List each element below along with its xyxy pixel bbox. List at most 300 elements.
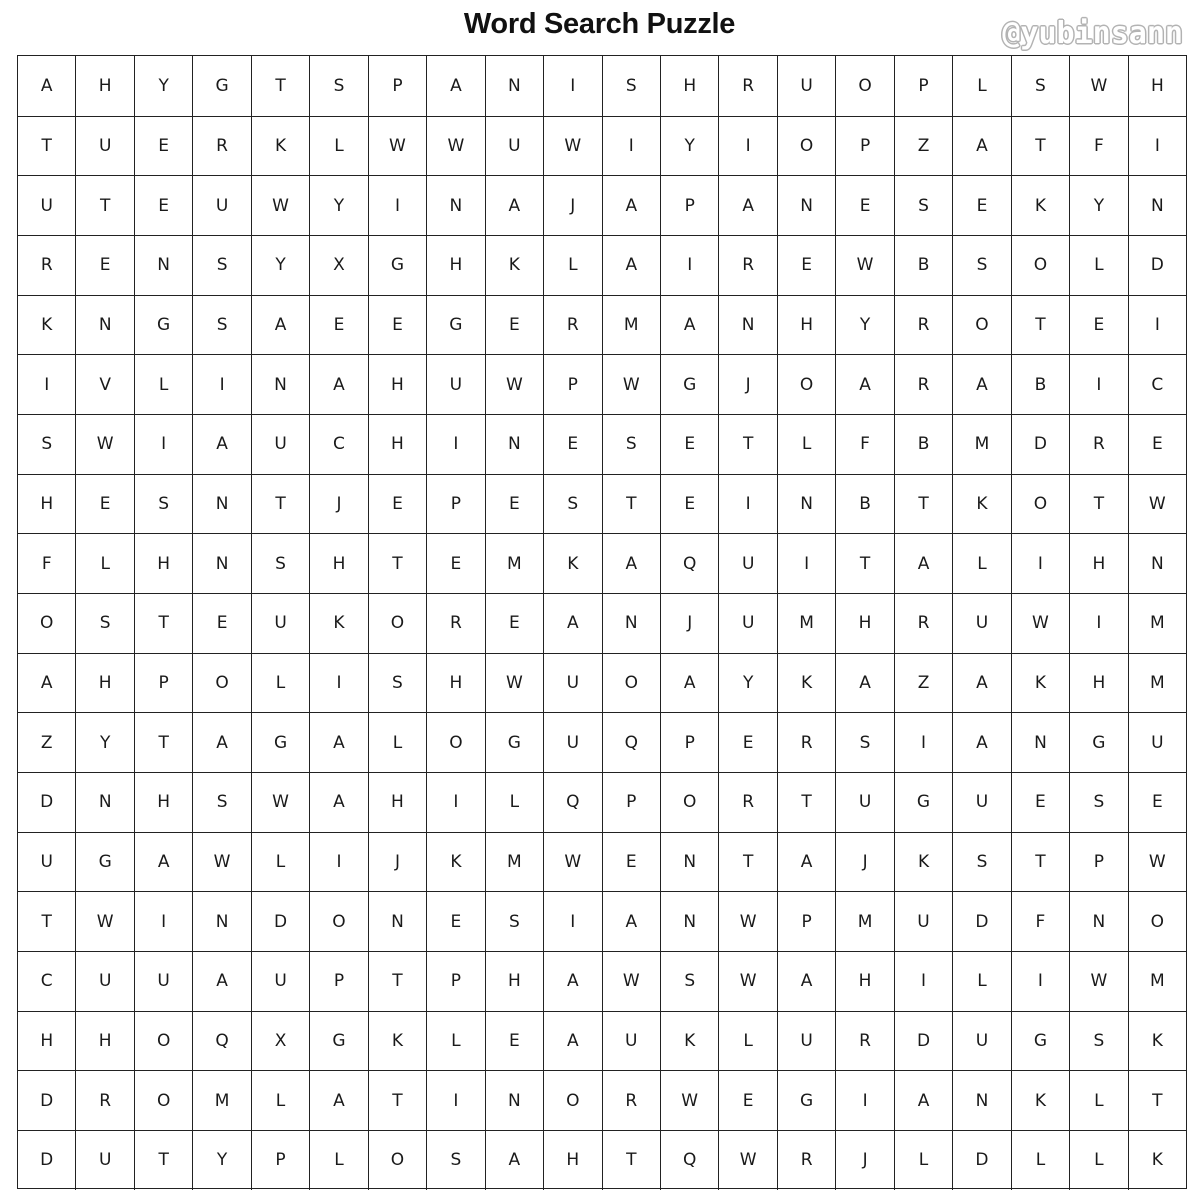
- letter-cell[interactable]: L: [952, 56, 1010, 116]
- letter-cell[interactable]: A: [835, 654, 893, 713]
- letter-cell[interactable]: W: [718, 952, 776, 1011]
- letter-cell[interactable]: Q: [660, 1131, 718, 1190]
- letter-cell[interactable]: I: [134, 892, 192, 951]
- letter-cell[interactable]: E: [485, 1012, 543, 1071]
- letter-cell[interactable]: I: [543, 892, 601, 951]
- letter-cell[interactable]: O: [309, 892, 367, 951]
- letter-cell[interactable]: A: [485, 176, 543, 235]
- letter-cell[interactable]: R: [777, 713, 835, 772]
- letter-cell[interactable]: X: [309, 236, 367, 295]
- letter-cell[interactable]: W: [602, 952, 660, 1011]
- letter-cell[interactable]: N: [952, 1071, 1010, 1130]
- letter-cell[interactable]: G: [1069, 713, 1127, 772]
- letter-cell[interactable]: R: [426, 594, 484, 653]
- letter-cell[interactable]: T: [1128, 1071, 1186, 1130]
- letter-cell[interactable]: I: [718, 117, 776, 176]
- letter-cell[interactable]: A: [660, 296, 718, 355]
- letter-cell[interactable]: U: [835, 773, 893, 832]
- letter-cell[interactable]: E: [485, 296, 543, 355]
- letter-cell[interactable]: H: [75, 654, 133, 713]
- letter-cell[interactable]: I: [44, 374, 50, 395]
- letter-cell[interactable]: O: [1011, 236, 1069, 295]
- letter-cell[interactable]: D: [40, 1150, 54, 1171]
- letter-cell[interactable]: F: [835, 415, 893, 474]
- letter-cell[interactable]: M: [192, 1071, 250, 1130]
- letter-cell[interactable]: S: [660, 952, 718, 1011]
- letter-cell[interactable]: H: [1069, 534, 1127, 593]
- letter-cell[interactable]: W: [543, 833, 601, 892]
- letter-cell[interactable]: S: [952, 236, 1010, 295]
- letter-cell[interactable]: T: [368, 952, 426, 1011]
- letter-cell[interactable]: O: [134, 1071, 192, 1130]
- letter-cell[interactable]: U: [952, 594, 1010, 653]
- letter-cell[interactable]: L: [75, 534, 133, 593]
- letter-cell[interactable]: N: [1128, 534, 1186, 593]
- letter-cell[interactable]: S: [543, 475, 601, 534]
- letter-cell[interactable]: P: [134, 654, 192, 713]
- letter-cell[interactable]: P: [894, 56, 952, 116]
- letter-cell[interactable]: P: [835, 117, 893, 176]
- letter-cell[interactable]: U: [192, 176, 250, 235]
- letter-cell[interactable]: Q: [543, 773, 601, 832]
- letter-cell[interactable]: B: [1011, 355, 1069, 414]
- letter-cell[interactable]: L: [309, 1131, 367, 1190]
- letter-cell[interactable]: S: [368, 654, 426, 713]
- letter-cell[interactable]: W: [1011, 594, 1069, 653]
- letter-cell[interactable]: R: [543, 296, 601, 355]
- letter-cell[interactable]: I: [718, 475, 776, 534]
- letter-cell[interactable]: A: [309, 713, 367, 772]
- letter-cell[interactable]: A: [40, 75, 53, 96]
- letter-cell[interactable]: L: [1069, 236, 1127, 295]
- letter-cell[interactable]: E: [952, 176, 1010, 235]
- letter-cell[interactable]: Q: [192, 1012, 250, 1071]
- letter-cell[interactable]: P: [660, 176, 718, 235]
- letter-cell[interactable]: L: [134, 355, 192, 414]
- letter-cell[interactable]: L: [718, 1012, 776, 1071]
- letter-cell[interactable]: T: [602, 1131, 660, 1190]
- letter-cell[interactable]: H: [777, 296, 835, 355]
- letter-cell[interactable]: K: [1011, 176, 1069, 235]
- letter-cell[interactable]: H: [543, 1131, 601, 1190]
- letter-cell[interactable]: D: [952, 892, 1010, 951]
- letter-cell[interactable]: I: [1128, 117, 1186, 176]
- letter-cell[interactable]: W: [718, 892, 776, 951]
- letter-cell[interactable]: T: [777, 773, 835, 832]
- letter-cell[interactable]: N: [134, 236, 192, 295]
- letter-cell[interactable]: I: [192, 355, 250, 414]
- letter-cell[interactable]: S: [41, 434, 53, 455]
- letter-cell[interactable]: N: [251, 355, 309, 414]
- letter-cell[interactable]: A: [309, 1071, 367, 1130]
- letter-cell[interactable]: T: [718, 415, 776, 474]
- letter-cell[interactable]: G: [660, 355, 718, 414]
- letter-cell[interactable]: T: [602, 475, 660, 534]
- letter-cell[interactable]: U: [543, 713, 601, 772]
- letter-cell[interactable]: T: [134, 594, 192, 653]
- letter-cell[interactable]: H: [75, 56, 133, 116]
- letter-cell[interactable]: G: [426, 296, 484, 355]
- letter-cell[interactable]: Y: [1069, 176, 1127, 235]
- letter-cell[interactable]: E: [1128, 773, 1186, 832]
- letter-cell[interactable]: K: [251, 117, 309, 176]
- letter-cell[interactable]: N: [75, 773, 133, 832]
- letter-cell[interactable]: P: [602, 773, 660, 832]
- letter-cell[interactable]: E: [75, 475, 133, 534]
- letter-cell[interactable]: J: [835, 1131, 893, 1190]
- letter-cell[interactable]: R: [75, 1071, 133, 1130]
- letter-cell[interactable]: K: [1128, 1131, 1186, 1190]
- letter-cell[interactable]: Z: [894, 654, 952, 713]
- letter-cell[interactable]: U: [40, 195, 53, 216]
- letter-cell[interactable]: M: [1128, 594, 1186, 653]
- letter-cell[interactable]: B: [835, 475, 893, 534]
- letter-cell[interactable]: R: [894, 296, 952, 355]
- letter-cell[interactable]: L: [426, 1012, 484, 1071]
- letter-cell[interactable]: W: [1128, 475, 1186, 534]
- letter-cell[interactable]: E: [485, 475, 543, 534]
- letter-cell[interactable]: T: [1011, 117, 1069, 176]
- letter-cell[interactable]: O: [192, 654, 250, 713]
- letter-cell[interactable]: Q: [660, 534, 718, 593]
- letter-cell[interactable]: H: [40, 494, 54, 515]
- letter-cell[interactable]: A: [192, 713, 250, 772]
- letter-cell[interactable]: W: [602, 355, 660, 414]
- letter-cell[interactable]: S: [309, 56, 367, 116]
- letter-cell[interactable]: I: [134, 415, 192, 474]
- letter-cell[interactable]: H: [835, 952, 893, 1011]
- letter-cell[interactable]: O: [1128, 892, 1186, 951]
- letter-cell[interactable]: J: [718, 355, 776, 414]
- letter-cell[interactable]: Z: [40, 732, 53, 753]
- letter-cell[interactable]: P: [660, 713, 718, 772]
- letter-cell[interactable]: E: [660, 475, 718, 534]
- letter-cell[interactable]: A: [485, 1131, 543, 1190]
- letter-cell[interactable]: A: [952, 355, 1010, 414]
- letter-cell[interactable]: K: [1128, 1012, 1186, 1071]
- letter-cell[interactable]: E: [1128, 415, 1186, 474]
- letter-cell[interactable]: A: [192, 952, 250, 1011]
- letter-cell[interactable]: U: [1128, 713, 1186, 772]
- letter-cell[interactable]: T: [134, 1131, 192, 1190]
- letter-cell[interactable]: O: [660, 773, 718, 832]
- letter-cell[interactable]: A: [602, 534, 660, 593]
- letter-cell[interactable]: R: [718, 236, 776, 295]
- letter-cell[interactable]: C: [309, 415, 367, 474]
- letter-cell[interactable]: V: [75, 355, 133, 414]
- letter-cell[interactable]: O: [952, 296, 1010, 355]
- letter-cell[interactable]: O: [368, 594, 426, 653]
- letter-cell[interactable]: P: [368, 56, 426, 116]
- letter-cell[interactable]: Y: [309, 176, 367, 235]
- letter-cell[interactable]: N: [660, 833, 718, 892]
- letter-cell[interactable]: R: [1069, 415, 1127, 474]
- letter-cell[interactable]: W: [1069, 952, 1127, 1011]
- letter-cell[interactable]: H: [368, 773, 426, 832]
- letter-cell[interactable]: L: [952, 952, 1010, 1011]
- letter-cell[interactable]: L: [485, 773, 543, 832]
- letter-cell[interactable]: S: [192, 296, 250, 355]
- letter-cell[interactable]: W: [660, 1071, 718, 1130]
- letter-cell[interactable]: G: [485, 713, 543, 772]
- letter-cell[interactable]: Y: [134, 56, 192, 116]
- letter-cell[interactable]: A: [426, 56, 484, 116]
- letter-cell[interactable]: G: [1011, 1012, 1069, 1071]
- letter-cell[interactable]: T: [835, 534, 893, 593]
- letter-cell[interactable]: I: [1011, 952, 1069, 1011]
- letter-cell[interactable]: R: [894, 355, 952, 414]
- letter-cell[interactable]: W: [75, 415, 133, 474]
- letter-cell[interactable]: S: [894, 176, 952, 235]
- letter-cell[interactable]: E: [1069, 296, 1127, 355]
- letter-cell[interactable]: W: [1128, 833, 1186, 892]
- letter-cell[interactable]: P: [251, 1131, 309, 1190]
- letter-cell[interactable]: T: [368, 534, 426, 593]
- letter-cell[interactable]: P: [777, 892, 835, 951]
- letter-cell[interactable]: W: [368, 117, 426, 176]
- letter-cell[interactable]: I: [894, 713, 952, 772]
- letter-cell[interactable]: N: [1011, 713, 1069, 772]
- letter-cell[interactable]: D: [251, 892, 309, 951]
- letter-cell[interactable]: P: [309, 952, 367, 1011]
- letter-cell[interactable]: P: [426, 952, 484, 1011]
- letter-cell[interactable]: U: [134, 952, 192, 1011]
- letter-cell[interactable]: E: [777, 236, 835, 295]
- letter-cell[interactable]: T: [1069, 475, 1127, 534]
- letter-cell[interactable]: D: [952, 1131, 1010, 1190]
- letter-cell[interactable]: U: [952, 773, 1010, 832]
- letter-cell[interactable]: Y: [75, 713, 133, 772]
- letter-cell[interactable]: S: [134, 475, 192, 534]
- letter-cell[interactable]: I: [426, 773, 484, 832]
- letter-cell[interactable]: D: [40, 792, 54, 813]
- letter-cell[interactable]: Y: [251, 236, 309, 295]
- letter-cell[interactable]: M: [602, 296, 660, 355]
- letter-cell[interactable]: R: [718, 56, 776, 116]
- letter-cell[interactable]: L: [251, 1071, 309, 1130]
- letter-cell[interactable]: H: [1069, 654, 1127, 713]
- letter-cell[interactable]: K: [1011, 654, 1069, 713]
- letter-cell[interactable]: I: [309, 654, 367, 713]
- letter-cell[interactable]: K: [894, 833, 952, 892]
- letter-cell[interactable]: M: [952, 415, 1010, 474]
- letter-cell[interactable]: U: [251, 594, 309, 653]
- letter-cell[interactable]: A: [602, 176, 660, 235]
- letter-cell[interactable]: F: [41, 553, 52, 574]
- letter-cell[interactable]: M: [1128, 654, 1186, 713]
- letter-cell[interactable]: Y: [835, 296, 893, 355]
- letter-cell[interactable]: K: [41, 315, 53, 336]
- letter-cell[interactable]: S: [602, 56, 660, 116]
- letter-cell[interactable]: A: [718, 176, 776, 235]
- letter-cell[interactable]: N: [485, 56, 543, 116]
- letter-cell[interactable]: U: [75, 952, 133, 1011]
- letter-cell[interactable]: N: [368, 892, 426, 951]
- letter-cell[interactable]: I: [835, 1071, 893, 1130]
- letter-cell[interactable]: S: [1069, 773, 1127, 832]
- letter-cell[interactable]: L: [251, 833, 309, 892]
- letter-cell[interactable]: C: [1128, 355, 1186, 414]
- letter-cell[interactable]: I: [1011, 534, 1069, 593]
- letter-cell[interactable]: U: [952, 1012, 1010, 1071]
- letter-cell[interactable]: N: [1069, 892, 1127, 951]
- letter-cell[interactable]: F: [1069, 117, 1127, 176]
- letter-cell[interactable]: M: [777, 594, 835, 653]
- letter-cell[interactable]: K: [1011, 1071, 1069, 1130]
- letter-cell[interactable]: I: [1128, 296, 1186, 355]
- letter-cell[interactable]: T: [41, 136, 52, 156]
- letter-cell[interactable]: S: [1069, 1012, 1127, 1071]
- letter-cell[interactable]: I: [777, 534, 835, 593]
- letter-cell[interactable]: P: [426, 475, 484, 534]
- letter-cell[interactable]: G: [75, 833, 133, 892]
- letter-cell[interactable]: E: [426, 892, 484, 951]
- letter-cell[interactable]: H: [835, 594, 893, 653]
- letter-cell[interactable]: A: [660, 654, 718, 713]
- letter-cell[interactable]: U: [543, 654, 601, 713]
- letter-cell[interactable]: L: [1069, 1071, 1127, 1130]
- letter-cell[interactable]: L: [368, 713, 426, 772]
- letter-cell[interactable]: N: [192, 892, 250, 951]
- letter-cell[interactable]: L: [1069, 1131, 1127, 1190]
- letter-cell[interactable]: J: [368, 833, 426, 892]
- letter-cell[interactable]: N: [718, 296, 776, 355]
- letter-cell[interactable]: U: [426, 355, 484, 414]
- letter-cell[interactable]: M: [835, 892, 893, 951]
- letter-cell[interactable]: S: [192, 236, 250, 295]
- letter-cell[interactable]: E: [543, 415, 601, 474]
- letter-cell[interactable]: T: [894, 475, 952, 534]
- letter-cell[interactable]: T: [368, 1071, 426, 1130]
- letter-cell[interactable]: H: [368, 415, 426, 474]
- letter-cell[interactable]: S: [835, 713, 893, 772]
- letter-cell[interactable]: L: [543, 236, 601, 295]
- letter-cell[interactable]: E: [718, 713, 776, 772]
- letter-cell[interactable]: U: [75, 117, 133, 176]
- letter-cell[interactable]: S: [485, 892, 543, 951]
- letter-cell[interactable]: O: [40, 613, 54, 634]
- letter-cell[interactable]: K: [309, 594, 367, 653]
- letter-cell[interactable]: N: [192, 475, 250, 534]
- letter-cell[interactable]: G: [192, 56, 250, 116]
- letter-cell[interactable]: U: [251, 415, 309, 474]
- letter-cell[interactable]: N: [485, 1071, 543, 1130]
- letter-cell[interactable]: W: [485, 654, 543, 713]
- letter-cell[interactable]: O: [835, 56, 893, 116]
- letter-cell[interactable]: A: [251, 296, 309, 355]
- letter-cell[interactable]: O: [426, 713, 484, 772]
- letter-cell[interactable]: P: [1069, 833, 1127, 892]
- letter-cell[interactable]: H: [134, 773, 192, 832]
- letter-cell[interactable]: N: [602, 594, 660, 653]
- letter-cell[interactable]: R: [40, 255, 53, 276]
- letter-cell[interactable]: T: [134, 713, 192, 772]
- letter-cell[interactable]: Y: [718, 654, 776, 713]
- letter-cell[interactable]: S: [602, 415, 660, 474]
- letter-cell[interactable]: W: [75, 892, 133, 951]
- letter-cell[interactable]: A: [543, 1012, 601, 1071]
- letter-cell[interactable]: G: [368, 236, 426, 295]
- letter-cell[interactable]: Q: [602, 713, 660, 772]
- letter-cell[interactable]: I: [426, 1071, 484, 1130]
- letter-cell[interactable]: L: [1011, 1131, 1069, 1190]
- letter-cell[interactable]: H: [426, 236, 484, 295]
- letter-cell[interactable]: W: [192, 833, 250, 892]
- letter-cell[interactable]: O: [602, 654, 660, 713]
- letter-cell[interactable]: R: [835, 1012, 893, 1071]
- letter-cell[interactable]: U: [75, 1131, 133, 1190]
- letter-cell[interactable]: N: [1128, 176, 1186, 235]
- letter-cell[interactable]: O: [1011, 475, 1069, 534]
- letter-cell[interactable]: O: [543, 1071, 601, 1130]
- letter-cell[interactable]: W: [485, 355, 543, 414]
- letter-cell[interactable]: E: [835, 176, 893, 235]
- letter-cell[interactable]: E: [192, 594, 250, 653]
- letter-cell[interactable]: E: [75, 236, 133, 295]
- letter-cell[interactable]: T: [251, 56, 309, 116]
- letter-cell[interactable]: K: [543, 534, 601, 593]
- letter-cell[interactable]: M: [485, 534, 543, 593]
- letter-cell[interactable]: H: [485, 952, 543, 1011]
- letter-cell[interactable]: T: [718, 833, 776, 892]
- letter-cell[interactable]: A: [134, 833, 192, 892]
- letter-cell[interactable]: E: [660, 415, 718, 474]
- letter-cell[interactable]: K: [777, 654, 835, 713]
- letter-cell[interactable]: X: [251, 1012, 309, 1071]
- letter-cell[interactable]: A: [894, 534, 952, 593]
- letter-cell[interactable]: I: [894, 952, 952, 1011]
- letter-cell[interactable]: Y: [192, 1131, 250, 1190]
- letter-cell[interactable]: O: [777, 355, 835, 414]
- letter-cell[interactable]: B: [894, 415, 952, 474]
- letter-cell[interactable]: Z: [894, 117, 952, 176]
- letter-cell[interactable]: A: [952, 117, 1010, 176]
- letter-cell[interactable]: J: [543, 176, 601, 235]
- letter-cell[interactable]: E: [368, 296, 426, 355]
- letter-cell[interactable]: R: [894, 594, 952, 653]
- letter-cell[interactable]: S: [1011, 56, 1069, 116]
- letter-cell[interactable]: W: [543, 117, 601, 176]
- letter-cell[interactable]: I: [602, 117, 660, 176]
- letter-cell[interactable]: N: [426, 176, 484, 235]
- letter-cell[interactable]: A: [777, 952, 835, 1011]
- letter-cell[interactable]: I: [543, 56, 601, 116]
- letter-cell[interactable]: E: [368, 475, 426, 534]
- letter-cell[interactable]: U: [777, 1012, 835, 1071]
- letter-cell[interactable]: I: [368, 176, 426, 235]
- letter-cell[interactable]: S: [75, 594, 133, 653]
- letter-cell[interactable]: G: [134, 296, 192, 355]
- letter-cell[interactable]: I: [309, 833, 367, 892]
- letter-cell[interactable]: N: [777, 475, 835, 534]
- letter-cell[interactable]: Y: [660, 117, 718, 176]
- letter-cell[interactable]: W: [251, 176, 309, 235]
- letter-cell[interactable]: H: [309, 534, 367, 593]
- letter-cell[interactable]: A: [602, 892, 660, 951]
- letter-cell[interactable]: T: [75, 176, 133, 235]
- letter-cell[interactable]: E: [426, 534, 484, 593]
- letter-cell[interactable]: J: [660, 594, 718, 653]
- letter-cell[interactable]: H: [134, 534, 192, 593]
- letter-cell[interactable]: E: [602, 833, 660, 892]
- letter-cell[interactable]: H: [660, 56, 718, 116]
- letter-cell[interactable]: K: [426, 833, 484, 892]
- letter-cell[interactable]: M: [485, 833, 543, 892]
- letter-cell[interactable]: H: [1128, 56, 1186, 116]
- letter-cell[interactable]: A: [309, 355, 367, 414]
- letter-cell[interactable]: A: [952, 713, 1010, 772]
- letter-cell[interactable]: H: [75, 1012, 133, 1071]
